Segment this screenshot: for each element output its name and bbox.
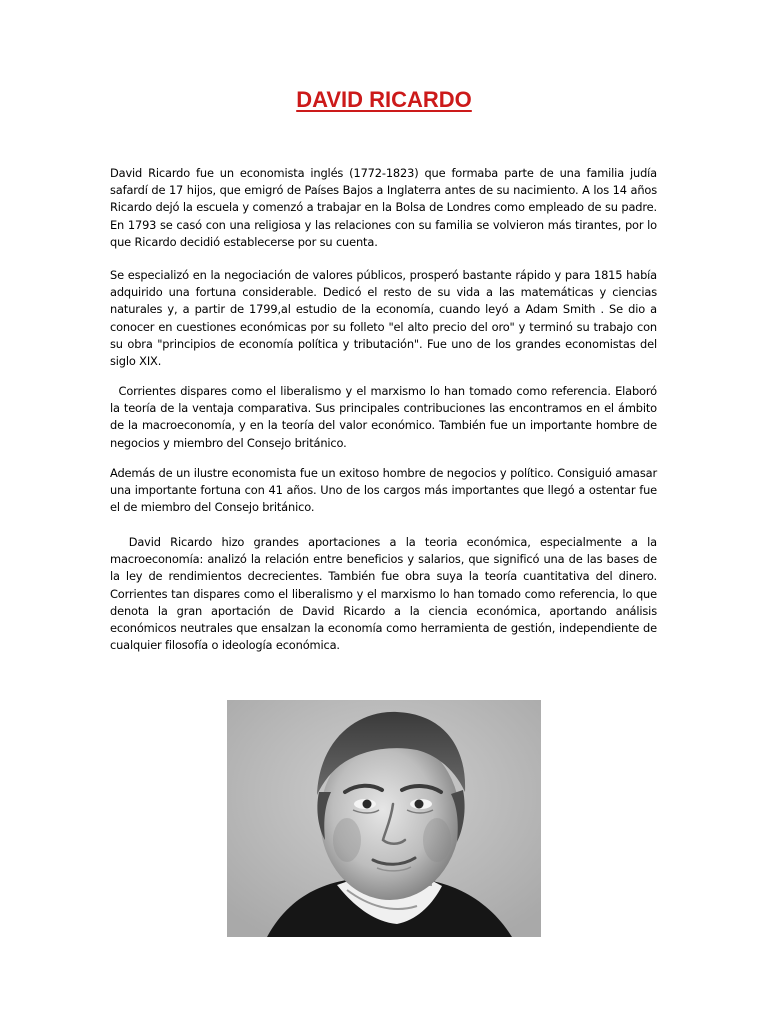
paragraph-1: David Ricardo fue un economista inglés (1772-1823) que formaba parte de una familia judía safardí de 17 hijos, que emigró de Países Bajos a Inglaterra antes de su nacimiento. A los 14 años Ricardo dejó la escuela y comenzó a trabajar en la Bolsa de Londres como empleado de su padre. En 1793 se casó con una religiosa y las relaciones con su familia se volvieron más tirantes, por lo que Ricardo decidió establecerse por su cuenta. [110, 166, 657, 249]
paragraph-4: Además de un ilustre economista fue un exitoso hombre de negocios y político. Consiguió amasar una importante fortuna con 41 años. Uno de los cargos más importantes que llegó a ostentar fue el de miembro del Consejo británico. [110, 466, 657, 515]
paragraph-2: Se especializó en la negociación de valores públicos, prosperó bastante rápido y para 1815 había adquirido una fortuna considerable. Dedicó el resto de su vida a las matemáticas y ciencias naturales y, a partir de 1799,al estudio de la economía, cuando leyó a Adam Smith . Se dio a conocer en cuestiones económicas por su folleto "el alto precio del oro" y terminó su trabajo con su obra "principios de economía política y tributación". Fue uno de los grandes economistas del siglo XIX. [110, 268, 657, 369]
document-title-text: DAVID RICARDO [296, 87, 472, 112]
paragraph-5: David Ricardo hizo grandes aportaciones a la teoria económica, especialmente a la macroeconomía: analizó la relación entre beneficios y salarios, que significó una de las bases de la ley de rendimientos decrecientes. También fue obra suya la teoría cuantitativa del dinero. Corrientes tan dispares como el liberalismo y el marxismo lo han tomado como referencia, lo que denota la gran aportación de David Ricardo a la ciencia económica, aportando análisis económicos neutrales que ensalzan la economía como herramienta de gestión, independiente de cualquier filosofía o ideología económica. [110, 535, 661, 653]
portrait-image [227, 700, 541, 937]
portrait-drawing [227, 700, 541, 937]
document-title [0, 86, 768, 114]
paragraph-3: Corrientes dispares como el liberalismo y el marxismo lo han tomado como referencia. Elaboró la teoría de la ventaja comparativa. Sus principales contribuciones las encontramos en el ámbito de la macroeconomía, y en la teoría del valor económico. También fue un importante hombre de negocios y miembro del Consejo británico. [110, 384, 661, 450]
